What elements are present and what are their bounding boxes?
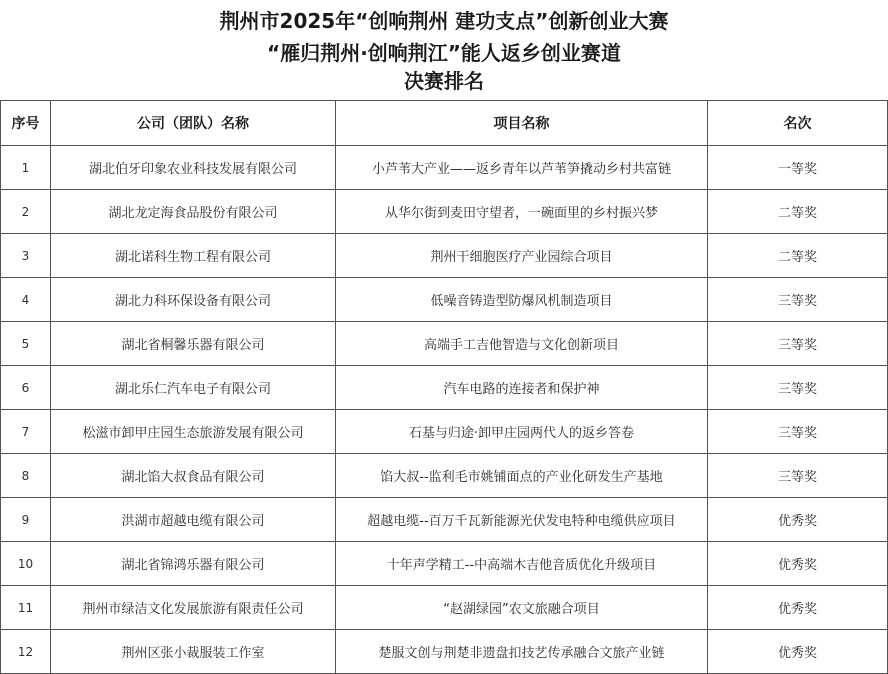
row-project: 楚服文创与荆楚非遗盘扣技艺传承融合文旅产业链 (336, 630, 708, 674)
title-line-1: 荆州市2025年“创响荆州 建功支点”创新创业大赛 (219, 9, 669, 33)
row-company: 松滋市卸甲庄园生态旅游发展有限公司 (51, 410, 336, 454)
row-no: 6 (1, 366, 51, 410)
title-block (0, 0, 888, 100)
row-no: 8 (1, 454, 51, 498)
row-project: 馅大叔--监利毛市姚铺面点的产业化研发生产基地 (336, 454, 708, 498)
ranking-table (0, 100, 888, 674)
row-rank: 三等奖 (708, 454, 888, 498)
row-company: 荆州市绿洁文化发展旅游有限责任公司 (51, 586, 336, 630)
table-row (1, 498, 888, 542)
row-company: 荆州区张小裁服装工作室 (51, 630, 336, 674)
row-project: 高端手工吉他智造与文化创新项目 (336, 322, 708, 366)
row-no: 5 (1, 322, 51, 366)
row-rank: 二等奖 (708, 234, 888, 278)
row-no: 1 (1, 146, 51, 190)
row-project: 汽车电路的连接者和保护神 (336, 366, 708, 410)
table-row (1, 190, 888, 234)
table-row (1, 586, 888, 630)
row-no: 4 (1, 278, 51, 322)
header-rank: 名次 (708, 101, 888, 146)
row-rank: 三等奖 (708, 410, 888, 454)
table-row (1, 234, 888, 278)
title-line-3: 决赛排名 (404, 69, 484, 93)
table-row (1, 410, 888, 454)
table-row (1, 542, 888, 586)
row-project: “赵湖绿园”农文旅融合项目 (336, 586, 708, 630)
row-company: 湖北龙定海食品股份有限公司 (51, 190, 336, 234)
header-project: 项目名称 (336, 101, 708, 146)
row-no: 2 (1, 190, 51, 234)
row-company: 湖北省锦鸿乐器有限公司 (51, 542, 336, 586)
row-rank: 二等奖 (708, 190, 888, 234)
table-header-row (1, 101, 888, 146)
table-row (1, 366, 888, 410)
row-company: 湖北乐仁汽车电子有限公司 (51, 366, 336, 410)
row-project: 十年声学精工--中高端木吉他音质优化升级项目 (336, 542, 708, 586)
row-project: 低噪音铸造型防爆风机制造项目 (336, 278, 708, 322)
row-rank: 优秀奖 (708, 542, 888, 586)
table-row (1, 278, 888, 322)
table-row (1, 454, 888, 498)
title-line-2: “雁归荆州·创响荆江”能人返乡创业赛道 (267, 41, 621, 65)
table-row (1, 322, 888, 366)
row-project: 荆州干细胞医疗产业园综合项目 (336, 234, 708, 278)
row-company: 湖北伯牙印象农业科技发展有限公司 (51, 146, 336, 190)
row-company: 湖北力科环保设备有限公司 (51, 278, 336, 322)
table-row (1, 630, 888, 674)
row-project: 从华尔街到麦田守望者，一碗面里的乡村振兴梦 (336, 190, 708, 234)
row-rank: 优秀奖 (708, 630, 888, 674)
row-rank: 一等奖 (708, 146, 888, 190)
row-no: 12 (1, 630, 51, 674)
row-company: 湖北省桐馨乐器有限公司 (51, 322, 336, 366)
row-rank: 三等奖 (708, 278, 888, 322)
row-company: 湖北诺科生物工程有限公司 (51, 234, 336, 278)
header-company: 公司（团队）名称 (51, 101, 336, 146)
row-no: 9 (1, 498, 51, 542)
row-rank: 优秀奖 (708, 498, 888, 542)
row-no: 10 (1, 542, 51, 586)
row-rank: 优秀奖 (708, 586, 888, 630)
row-project: 小芦苇大产业——返乡青年以芦苇笋撬动乡村共富链 (336, 146, 708, 190)
row-no: 7 (1, 410, 51, 454)
row-no: 11 (1, 586, 51, 630)
row-rank: 三等奖 (708, 322, 888, 366)
row-company: 湖北馅大叔食品有限公司 (51, 454, 336, 498)
row-rank: 三等奖 (708, 366, 888, 410)
header-no: 序号 (1, 101, 51, 146)
row-no: 3 (1, 234, 51, 278)
row-company: 洪湖市超越电缆有限公司 (51, 498, 336, 542)
row-project: 超越电缆--百万千瓦新能源光伏发电特种电缆供应项目 (336, 498, 708, 542)
table-row (1, 146, 888, 190)
row-project: 石基与归途·卸甲庄园两代人的返乡答卷 (336, 410, 708, 454)
